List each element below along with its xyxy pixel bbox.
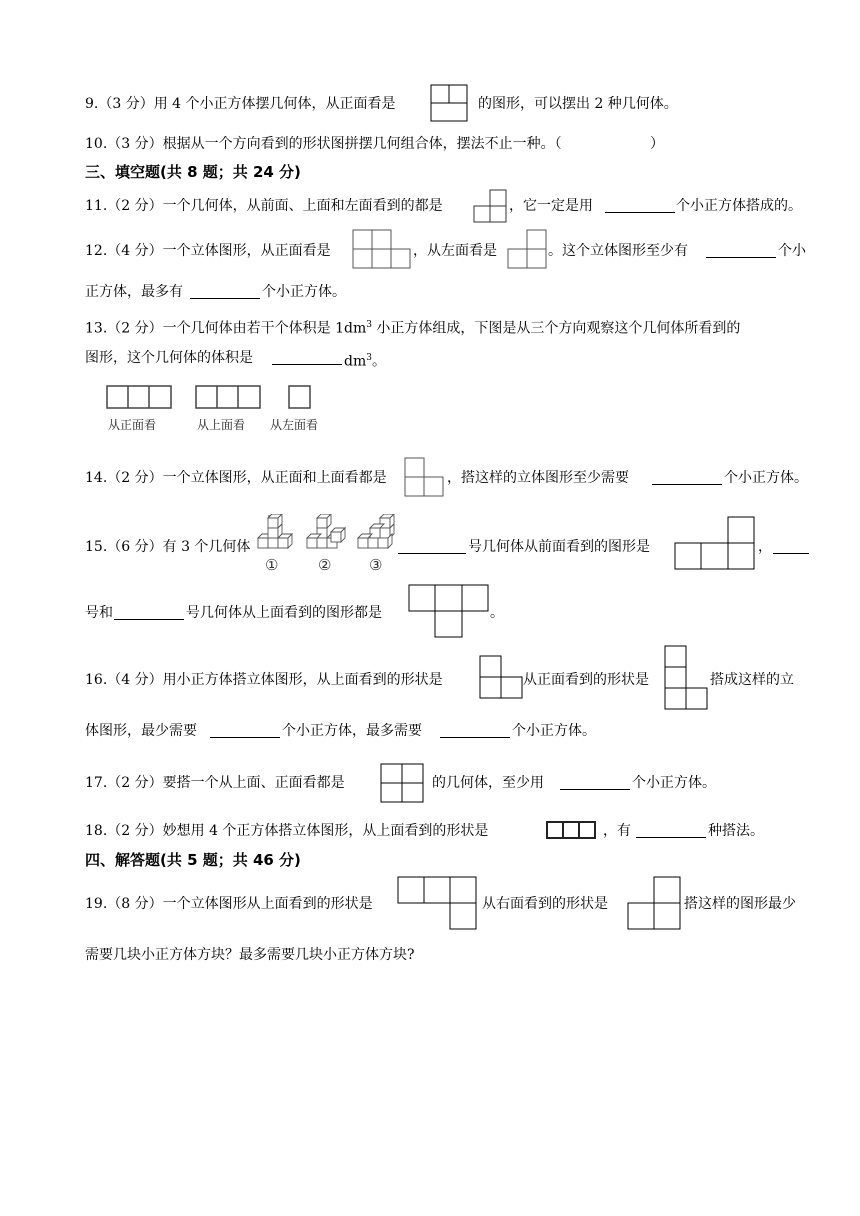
q9-front-view-figure [430, 84, 470, 124]
q19-right-view-figure [627, 876, 683, 932]
q13-text-c: 图形，这个几何体的体积是 [85, 350, 253, 366]
q19-text-d: 需要几块小正方体方块？最多需要几块小正方体方块? [85, 947, 415, 963]
q14-answer-blank[interactable] [652, 470, 722, 485]
q18-top-view-figure [546, 821, 598, 841]
q12-text-c: 。这个立体图形至少有 [548, 243, 688, 259]
q17-text-c: 个小正方体。 [632, 775, 716, 791]
q18-text-c: 种搭法。 [708, 823, 764, 839]
q18-answer-blank[interactable] [636, 823, 706, 838]
q15-text-c: ， [758, 539, 772, 555]
q15-text-f: 。 [490, 605, 504, 621]
q15-blank-1[interactable] [398, 539, 466, 554]
q13-left-view-figure [288, 385, 312, 411]
q15-text-e: 号几何体从上面看到的图形都是 [186, 605, 382, 621]
q17-text-b: 的几何体，至少用 [432, 775, 544, 791]
q18-text-b: ，有 [603, 823, 631, 839]
q15-label-1: ① [265, 556, 279, 574]
q15-label-3: ③ [369, 556, 383, 574]
q9-text-b: 的图形，可以摆出 2 种几何体。 [478, 96, 678, 112]
q16-text-d: 体图形，最少需要 [85, 723, 197, 739]
q11-answer-blank[interactable] [605, 198, 675, 213]
q12-left-view-figure [507, 229, 549, 269]
q18-text-a: 18.（2 分）妙想用 4 个正方体搭立体图形，从上面看到的形状是 [85, 823, 489, 839]
q11-view-figure [473, 189, 509, 223]
q16-text-e: 个小正方体，最多需要 [282, 723, 422, 739]
q17-text-a: 17.（2 分）要搭一个从上面、正面看都是 [85, 775, 345, 791]
q13-unit: $dm^3$。 [344, 353, 386, 370]
q13-caption-left: 从左面看 [270, 418, 319, 432]
q15-text-b: 号几何体从前面看到的图形是 [468, 539, 650, 555]
q15-solid-2-figure [305, 514, 349, 552]
q12-text-e: 正方体，最多有 [85, 284, 183, 300]
q17-answer-blank[interactable] [560, 775, 630, 790]
q10-text-b: ） [650, 136, 664, 152]
q15-text-a: 15.（6 分）有 3 个几何体 [85, 539, 251, 555]
q11-text-a: 11.（2 分）一个几何体，从前面、上面和左面看到的都是 [85, 198, 443, 214]
q14-view-figure [404, 457, 446, 497]
q16-text-a: 16.（4 分）用小正方体搭立体图形，从上面看到的形状是 [85, 672, 443, 688]
q19-text-c: 搭这样的图形最少 [684, 896, 796, 912]
q13-answer-blank[interactable] [272, 350, 342, 365]
q16-text-f: 个小正方体。 [512, 723, 596, 739]
q13-front-view-figure [106, 385, 172, 411]
q15-solid-3-figure [356, 514, 400, 552]
q16-min-blank[interactable] [210, 723, 280, 738]
q14-text-c: 个小正方体。 [724, 470, 808, 486]
q15-text-d: 号和 [85, 605, 113, 621]
section-3-heading: 三、填空题(共 8 题；共 24 分) [85, 163, 301, 181]
q19-text-b: 从右面看到的形状是 [482, 896, 608, 912]
q16-top-view-figure [479, 655, 523, 701]
q12-text-a: 12.（4 分）一个立体图形，从正面看是 [85, 243, 331, 259]
q13-line1: 13.（2 分）一个几何体由若干个体积是 $1dm^3$ 小正方体组成，下图是从三个方向观察这个几何体所看到的 [85, 320, 741, 337]
q9-text-a: 9.（3 分）用 4 个小正方体摆几何体，从正面看是 [85, 96, 396, 112]
q11-text-b: ，它一定是用 [509, 198, 593, 214]
q19-top-view-figure [397, 876, 479, 932]
q19-text-a: 19.（8 分）一个立体图形从上面看到的形状是 [85, 896, 373, 912]
q12-min-blank[interactable] [706, 243, 776, 258]
q17-view-figure [380, 763, 426, 805]
q10-text-a: 10.（3 分）根据从一个方向看到的形状图拼摆几何组合体，摆法不止一种。（ [85, 136, 562, 152]
q13-caption-top: 从上面看 [197, 418, 246, 432]
q15-blank-2[interactable] [773, 539, 809, 554]
q15-label-2: ② [318, 556, 332, 574]
q15-front-view-figure [674, 516, 756, 572]
q12-text-d: 个小 [778, 243, 806, 259]
q15-solid-1-figure [256, 514, 298, 552]
q11-text-c: 个小正方体搭成的。 [676, 198, 802, 214]
q13-caption-front: 从正面看 [108, 418, 157, 432]
q15-top-view-figure [408, 584, 490, 640]
q16-text-c: 搭成这样的立 [710, 672, 794, 688]
q12-max-blank[interactable] [190, 284, 260, 299]
q14-text-a: 14.（2 分）一个立体图形，从正面和上面看都是 [85, 470, 387, 486]
section-4-heading: 四、解答题(共 5 题；共 46 分) [85, 851, 301, 869]
q12-text-b: ，从左面看是 [413, 243, 497, 259]
q16-text-b: 从正面看到的形状是 [523, 672, 649, 688]
q16-front-view-figure [664, 645, 710, 713]
q12-text-f: 个小正方体。 [262, 284, 346, 300]
q13-top-view-figure [195, 385, 261, 411]
q16-max-blank[interactable] [440, 723, 510, 738]
q12-front-view-figure [352, 229, 412, 269]
q15-blank-3[interactable] [114, 605, 184, 620]
q14-text-b: ，搭这样的立体图形至少需要 [447, 470, 629, 486]
